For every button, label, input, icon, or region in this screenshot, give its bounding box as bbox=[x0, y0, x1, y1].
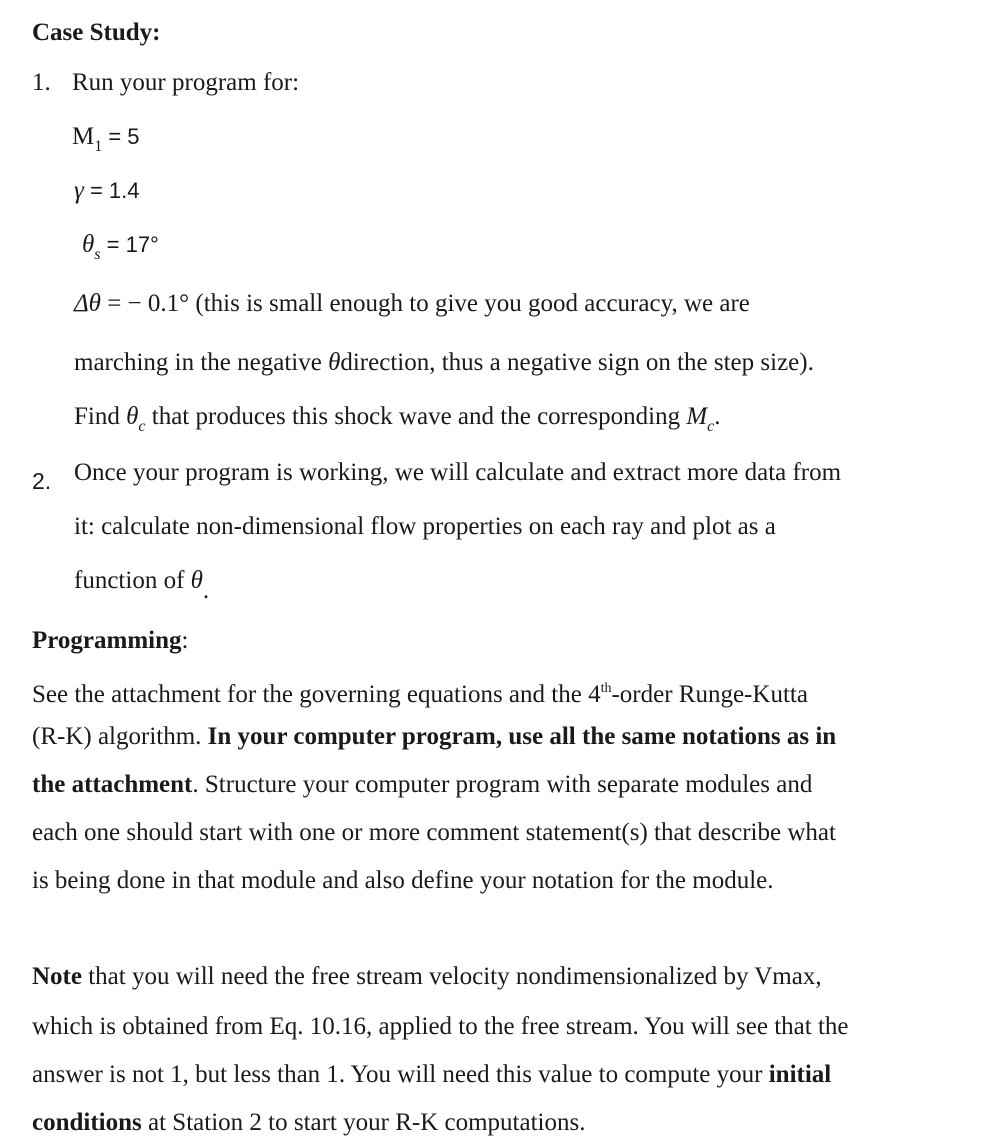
m1-symbol: M bbox=[72, 123, 95, 150]
note-line1 bbox=[32, 962, 822, 992]
note-line3 bbox=[32, 1060, 831, 1090]
theta-s-value: = 17° bbox=[100, 232, 159, 257]
programming-line2-text: (R-K) algorithm. bbox=[32, 723, 208, 750]
find-text-pre: Find bbox=[74, 403, 127, 430]
note-line4 bbox=[32, 1108, 585, 1138]
item2-line2: it: calculate non-dimensional flow properties on each ray and plot as a bbox=[74, 513, 776, 540]
item2-theta-symbol: θ bbox=[190, 567, 203, 594]
programming-heading bbox=[32, 626, 188, 656]
programming-line2 bbox=[32, 722, 836, 752]
mc-subscript: c bbox=[707, 418, 715, 435]
item2-line3-text: function of bbox=[74, 567, 191, 594]
find-text-mid: that produces this shock wave and the corresponding bbox=[145, 403, 687, 430]
programming-line1-text-a: See the attachment for the governing equations and the 4 bbox=[32, 681, 601, 708]
m1-subscript: 1 bbox=[94, 138, 103, 155]
find-text-end: . bbox=[714, 403, 721, 430]
delta-theta-line bbox=[74, 289, 750, 319]
marching-line bbox=[74, 348, 814, 378]
mc-symbol: M bbox=[686, 403, 708, 430]
item2-line3 bbox=[74, 566, 210, 604]
delta-theta-value: = − 0.1° bbox=[100, 290, 190, 317]
note-bold-label: Note bbox=[32, 963, 82, 990]
marching-text-b: direction, thus a negative sign on the step size). bbox=[340, 349, 814, 376]
marching-theta-symbol: θ bbox=[328, 349, 341, 376]
theta-s-symbol: θ bbox=[82, 231, 95, 258]
note-line1-text: that you will need the free stream velocity nondimensionalized by Vmax, bbox=[81, 963, 822, 990]
programming-line1-superscript: th bbox=[600, 681, 612, 696]
programming-heading-colon: : bbox=[181, 627, 189, 654]
theta-s-subscript: s bbox=[94, 246, 101, 263]
item2-line1: Once your program is working, we will calculate and extract more data from bbox=[74, 459, 842, 486]
theta-s-equation bbox=[82, 230, 159, 270]
item2-number: 2. bbox=[32, 468, 52, 494]
programming-line1 bbox=[32, 674, 808, 710]
programming-line2-bold: In your computer program, use all the same notations as in bbox=[207, 723, 837, 750]
note-line3-bold: initial bbox=[768, 1061, 832, 1088]
programming-line5: is being done in that module and also define your notation for the module. bbox=[32, 867, 774, 894]
note-line3-text: answer is not 1, but less than 1. You will need this value to compute your bbox=[32, 1061, 769, 1088]
note-line4-bold: conditions bbox=[32, 1109, 142, 1136]
gamma-equation bbox=[74, 176, 140, 206]
marching-text-a: marching in the negative bbox=[74, 349, 329, 376]
programming-line1-text-b: -order Runge-Kutta bbox=[611, 681, 808, 708]
item1-intro: Run your program for: bbox=[72, 69, 300, 96]
gamma-value: = 1.4 bbox=[83, 178, 140, 203]
note-line2: which is obtained from Eq. 10.16, applied to the free stream. You will see that the bbox=[32, 1013, 849, 1040]
note-line4-text: at Station 2 to start your R-K computations. bbox=[141, 1109, 586, 1136]
theta-c-subscript: c bbox=[138, 418, 146, 435]
item1-number: 1. bbox=[32, 69, 51, 96]
delta-theta-symbol: Δθ bbox=[74, 290, 101, 317]
gamma-symbol: γ bbox=[74, 177, 84, 204]
m1-value: = 5 bbox=[102, 124, 140, 149]
programming-line4: each one should start with one or more comment statement(s) that describe what bbox=[32, 819, 836, 846]
theta-c-symbol: θ bbox=[126, 403, 139, 430]
programming-line3 bbox=[32, 770, 812, 800]
find-line bbox=[74, 402, 721, 442]
m1-equation bbox=[72, 122, 140, 162]
programming-heading-text: Programming bbox=[32, 627, 182, 654]
item2-line3-end: . bbox=[202, 577, 210, 604]
delta-theta-desc: (this is small enough to give you good accuracy, we are bbox=[189, 290, 750, 317]
programming-line3-text: . Structure your computer program with separate modules and bbox=[192, 771, 813, 798]
case-study-heading: Case Study: bbox=[32, 19, 161, 46]
programming-line3-bold: the attachment bbox=[32, 771, 193, 798]
